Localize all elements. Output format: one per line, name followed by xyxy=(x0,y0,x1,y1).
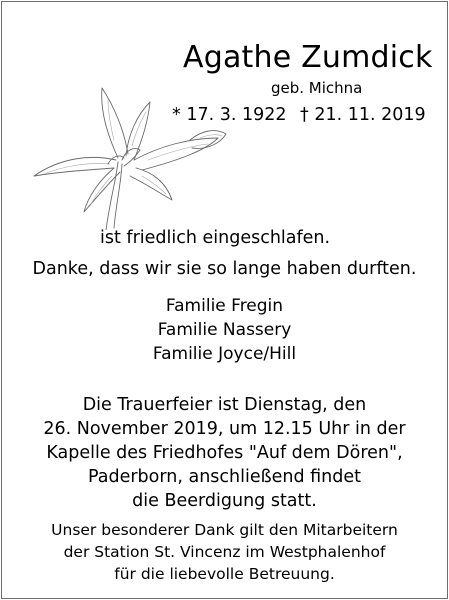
family-name: Familie Nassery xyxy=(157,320,292,340)
family-name: Familie Fregin xyxy=(165,296,284,316)
passed-line: ist friedlich eingeschlafen. xyxy=(100,228,331,248)
ceremony-line: Paderborn, anschließend findet xyxy=(87,467,362,487)
gratitude-line: der Station St. Vincenz im Westphalenhof xyxy=(63,543,386,561)
ceremony-line: die Beerdigung statt. xyxy=(132,491,317,511)
death-date: † 21. 11. 2019 xyxy=(300,105,426,125)
ceremony-line: Die Trauerfeier ist Dienstag, den xyxy=(82,395,367,415)
maiden-name: geb. Michna xyxy=(271,79,363,97)
flower-icon xyxy=(30,80,230,230)
birth-date: * 17. 3. 1922 xyxy=(172,105,287,125)
ceremony-line: Kapelle des Friedhofes "Auf dem Dören", xyxy=(46,443,403,463)
ceremony-line: 26. November 2019, um 12.15 Uhr in der xyxy=(43,419,406,439)
deceased-name: Agathe Zumdick xyxy=(183,40,433,75)
family-name: Familie Joyce/Hill xyxy=(152,344,297,364)
gratitude-line: für die liebevolle Betreuung. xyxy=(114,565,335,583)
thanks-line: Danke, dass wir sie so lange haben durften. xyxy=(32,259,417,279)
gratitude-line: Unser besonderer Dank gilt den Mitarbeitern xyxy=(51,521,398,539)
